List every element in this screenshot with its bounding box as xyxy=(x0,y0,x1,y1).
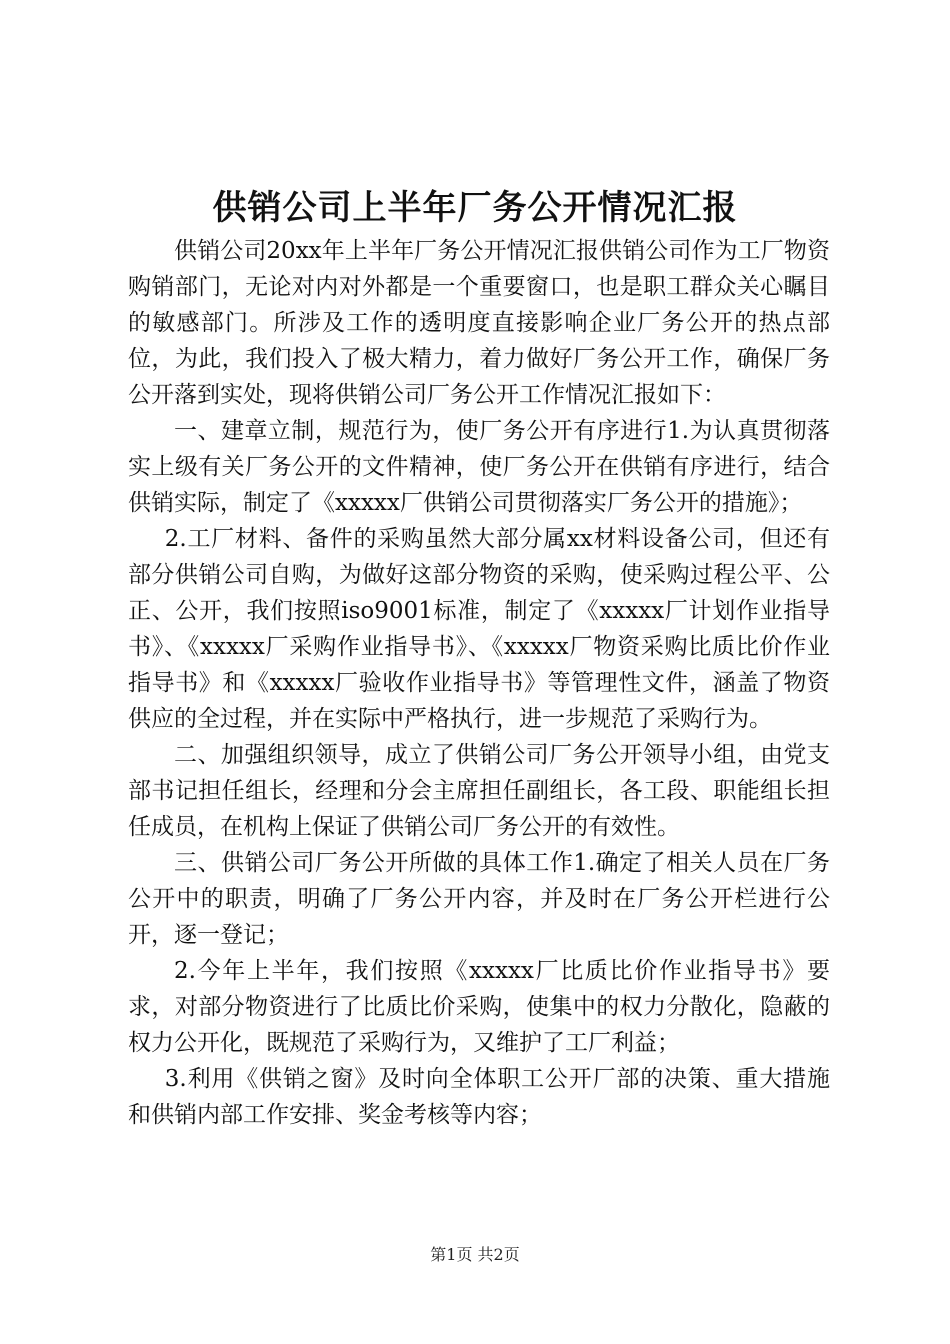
paragraph-section-2: 二、加强组织领导，成立了供销公司厂务公开领导小组，由党支部书记担任组长，经理和分会主席担任副组长，各工段、职能组长担任成员，在机构上保证了供销公司厂务公开的有效性。 xyxy=(128,742,830,840)
paragraph-intro: 供销公司20xx年上半年厂务公开情况汇报供销公司作为工厂物资购销部门，无论对内对外都是一个重要窗口，也是职工群众关心瞩目的敏感部门。所涉及工作的透明度直接影响企业厂务公开的热点部位，为此，我们投入了极大精力，着力做好厂务公开工作，确保厂务公开落到实处，现将供销公司厂务公开工作情况汇报如下： xyxy=(128,238,830,408)
paragraph-section-3-item-2: 2.今年上半年，我们按照《xxxxx厂比质比价作业指导书》要求，对部分物资进行了比质比价采购，使集中的权力分散化，隐蔽的权力公开化，既规范了采购行为，又维护了工厂利益； xyxy=(128,958,830,1056)
document-title: 供销公司上半年厂务公开情况汇报 xyxy=(212,188,738,228)
page-footer: 第1页 共2页 xyxy=(430,1245,520,1264)
paragraph-section-1-item-2: 2.工厂材料、备件的采购虽然大部分属xx材料设备公司，但还有部分供销公司自购，为做好这部分物资的采购，使采购过程公平、公正、公开，我们按照iso9001标准，制定了《xxxxx厂计划作业指导书》、《xxxxx厂采购作业指导书》、《xxxxx厂物资采购比质比价作业指导书》和《xxxxx厂验收作业指导书》等管理性文件，涵盖了物资供应的全过程，并在实际中严格执行，进一步规范了采购行为。 xyxy=(128,526,830,732)
document-body xyxy=(128,233,830,1133)
paragraph-section-3-item-3: 3.利用《供销之窗》及时向全体职工公开厂部的决策、重大措施和供销内部工作安排、奖金考核等内容； xyxy=(128,1066,830,1128)
paragraph-section-3: 三、供销公司厂务公开所做的具体工作1.确定了相关人员在厂务公开中的职责，明确了厂务公开内容，并及时在厂务公开栏进行公开，逐一登记； xyxy=(128,850,830,948)
paragraph-section-1: 一、建章立制，规范行为，使厂务公开有序进行1.为认真贯彻落实上级有关厂务公开的文件精神，使厂务公开在供销有序进行，结合供销实际，制定了《xxxxx厂供销公司贯彻落实厂务公开的措施》； xyxy=(128,418,830,516)
